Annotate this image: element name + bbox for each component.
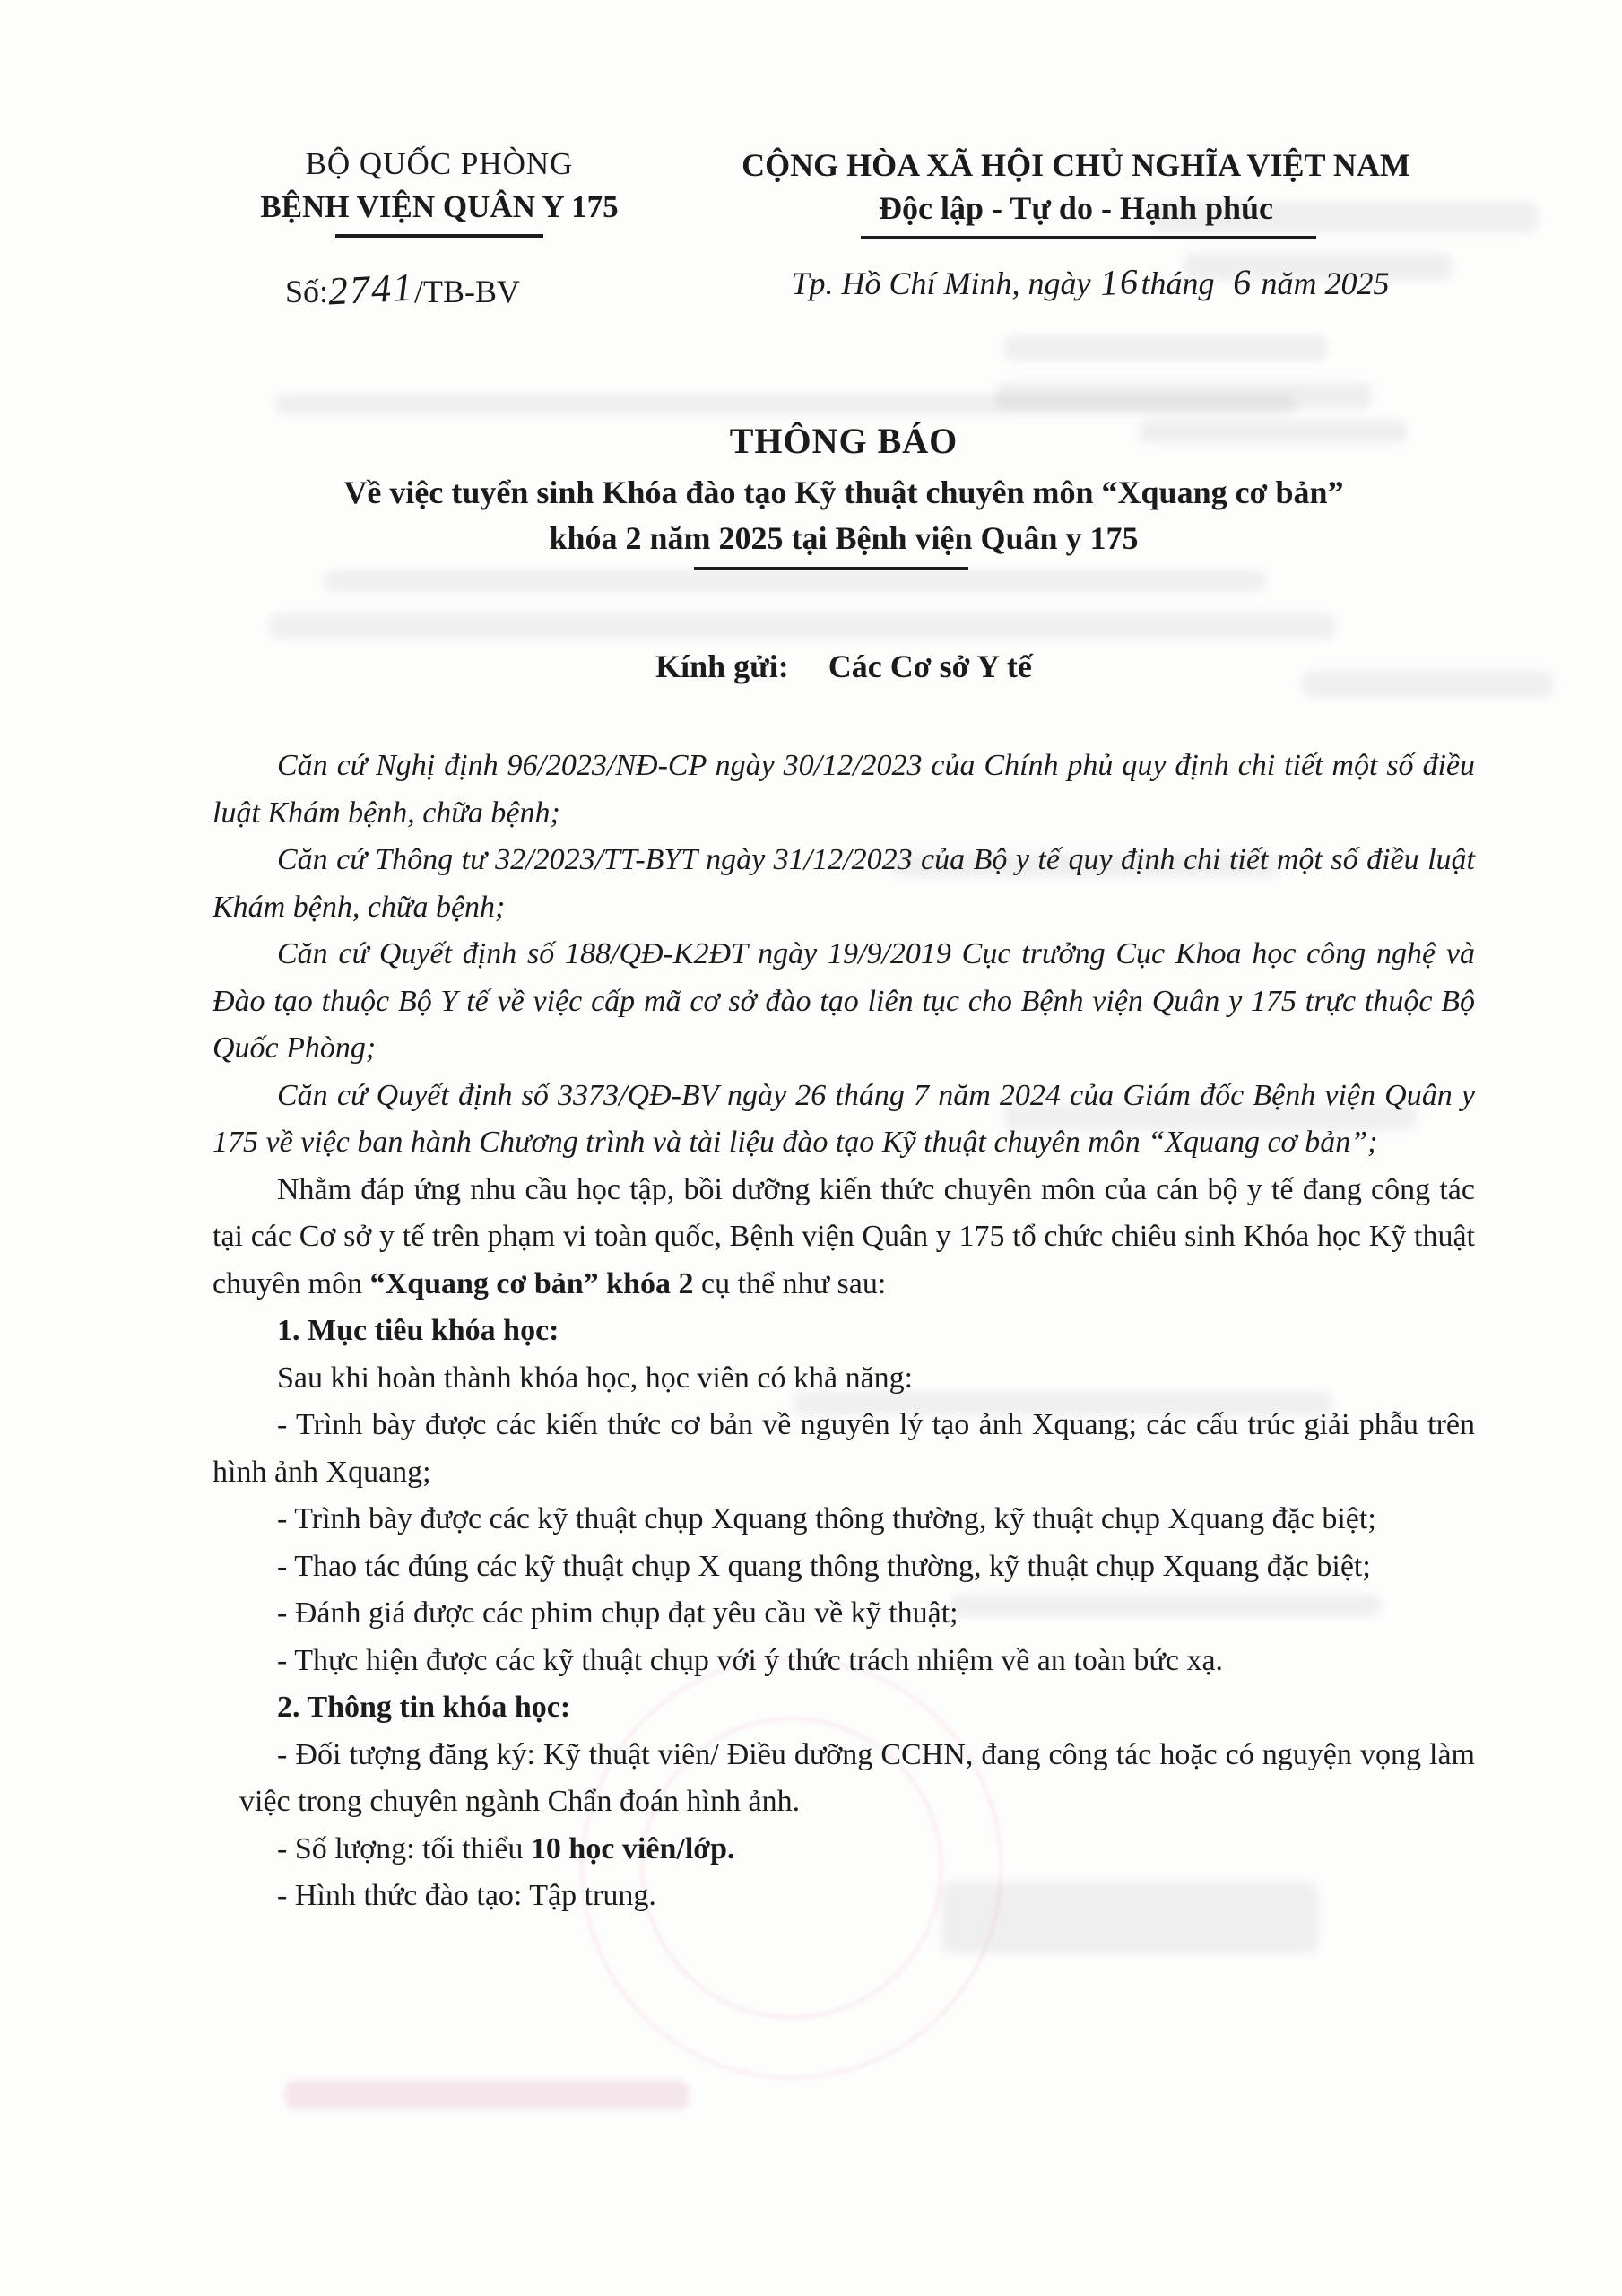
bullet-objective-5: - Thực hiện được các kỹ thuật chụp với ý thức trách nhiệm về an toàn bức xạ. [277, 1643, 1224, 1677]
bullet-info-quantity [213, 1826, 1475, 1874]
paragraph-legal-basis-2: Căn cứ Thông tư 32/2023/TT-BYT ngày 31/12/2023 của Bộ y tế quy định chi tiết một số điều luật Khám bệnh, chữa bệnh; [213, 843, 1475, 924]
date-month-handwritten: 6 [1231, 261, 1253, 303]
section-heading-2: 2. Thông tin khóa học: [277, 1691, 571, 1724]
document-number-line [240, 265, 638, 314]
quantity-text: - Số lượng: tối thiểu [277, 1831, 531, 1866]
org-underline [335, 234, 543, 238]
paragraph-objective-intro: Sau khi hoàn thành khóa học, học viên có khả năng: [277, 1361, 914, 1395]
motto-underline [861, 236, 1316, 239]
title-underline [694, 567, 968, 570]
bullet-objective-4: - Đánh giá được các phim chụp đạt yêu cầu về kỹ thuật; [277, 1596, 958, 1630]
date-word-month: tháng [1141, 265, 1215, 301]
purpose-text: Nhằm đáp ứng nhu cầu học tập, bồi dưỡng kiến thức chuyên môn của cán bộ y tế đang công tác tại các Cơ sở y tế trên phạm vi toàn quốc, Bệnh viện Quân y 175 tổ chức chiêu sinh Khóa học Kỹ thuật chuyên môn [213, 1172, 1475, 1300]
section-heading-1: 1. Mục tiêu khóa học: [277, 1314, 559, 1347]
bleed-through-smudge [269, 613, 1336, 639]
bleed-through-smudge [325, 570, 1266, 592]
bullet-info-format: - Hình thức đào tạo: Tập trung. [277, 1879, 656, 1912]
paragraph-legal-basis-3: Căn cứ Quyết định số 188/QĐ-K2ĐT ngày 19/9/2019 Cục trưởng Cục Khoa học công nghệ và Đào tạo thuộc Bộ Y tế về việc cấp mã cơ sở đào tạo liên tục cho Bệnh viện Quân y 175 trực thuộc Bộ Quốc Phòng; [213, 937, 1475, 1065]
header-issuing-org [240, 146, 638, 314]
document-body [213, 743, 1475, 1920]
national-motto-line1: CỘNG HÒA XÃ HỘI CHỦ NGHĨA VIỆT NAM [742, 147, 1410, 183]
paragraph-purpose [213, 1167, 1475, 1309]
document-subtitle-line2: khóa 2 năm 2025 tại Bệnh viện Quân y 175 [549, 520, 1139, 556]
national-motto-line2: Độc lập - Tự do - Hạnh phúc [878, 190, 1274, 226]
quantity-value-bold: 10 học viên/lớp. [530, 1831, 735, 1866]
purpose-text-end: cụ thể như sau: [693, 1266, 887, 1300]
document-subtitle-line1: Về việc tuyển sinh Khóa đào tạo Kỹ thuật chuyên môn “Xquang cơ bản” [343, 474, 1344, 510]
parent-org-name: BỘ QUỐC PHÒNG [305, 146, 574, 181]
bleed-through-smudge [274, 395, 1297, 414]
bullet-objective-3: - Thao tác đúng các kỹ thuật chụp X quang thông thường, kỹ thuật chụp Xquang đặc biệt; [277, 1549, 1371, 1583]
salutation-label: Kính gửi: [655, 648, 789, 684]
paragraph-legal-basis-4: Căn cứ Quyết định số 3373/QĐ-BV ngày 26 tháng 7 năm 2024 của Giám đốc Bệnh viện Quân y 175 về việc ban hành Chương trình và tài liệu đào tạo Kỹ thuật chuyên môn “Xquang cơ bản”; [213, 1078, 1475, 1159]
bullet-objective-2: - Trình bày được các kỹ thuật chụp Xquang thông thường, kỹ thuật chụp Xquang đặc biệt; [277, 1502, 1376, 1535]
bleed-through-smudge [1004, 335, 1327, 361]
document-number-handwritten: 2741 [326, 265, 416, 314]
salutation-recipient: Các Cơ sở Y tế [828, 648, 1032, 684]
org-name: BỆNH VIỆN QUÂN Y 175 [260, 189, 619, 224]
document-title: THÔNG BÁO [729, 421, 958, 461]
date-suffix: năm 2025 [1261, 265, 1390, 301]
bullet-info-target: - Đối tượng đăng ký: Kỹ thuật viên/ Điều dưỡng CCHN, đang công tác hoặc có nguyện vọng làm việc trong chuyên ngành Chẩn đoán hình ảnh. [239, 1737, 1475, 1818]
date-prefix: Tp. Hồ Chí Minh, ngày [791, 265, 1091, 301]
date-day-handwritten: 16 [1098, 260, 1141, 304]
bullet-objective-1: - Trình bày được các kiến thức cơ bản về nguyên lý tạo ảnh Xquang; các cấu trúc giải phẫu trên hình ảnh Xquang; [213, 1408, 1475, 1489]
document-title-block [213, 420, 1475, 570]
document-number-suffix: /TB-BV [414, 274, 521, 309]
paragraph-legal-basis-1: Căn cứ Nghị định 96/2023/NĐ-CP ngày 30/12/2023 của Chính phủ quy định chi tiết một số điều luật Khám bệnh, chữa bệnh; [213, 749, 1475, 830]
signature-bleed-smudge [285, 2081, 689, 2109]
salutation-line [213, 648, 1475, 685]
purpose-course-name-bold: “Xquang cơ bản” khóa 2 [369, 1266, 694, 1300]
place-date-line [721, 260, 1460, 304]
document-number-label: Số: [285, 274, 329, 309]
header-national-motto [707, 146, 1445, 302]
